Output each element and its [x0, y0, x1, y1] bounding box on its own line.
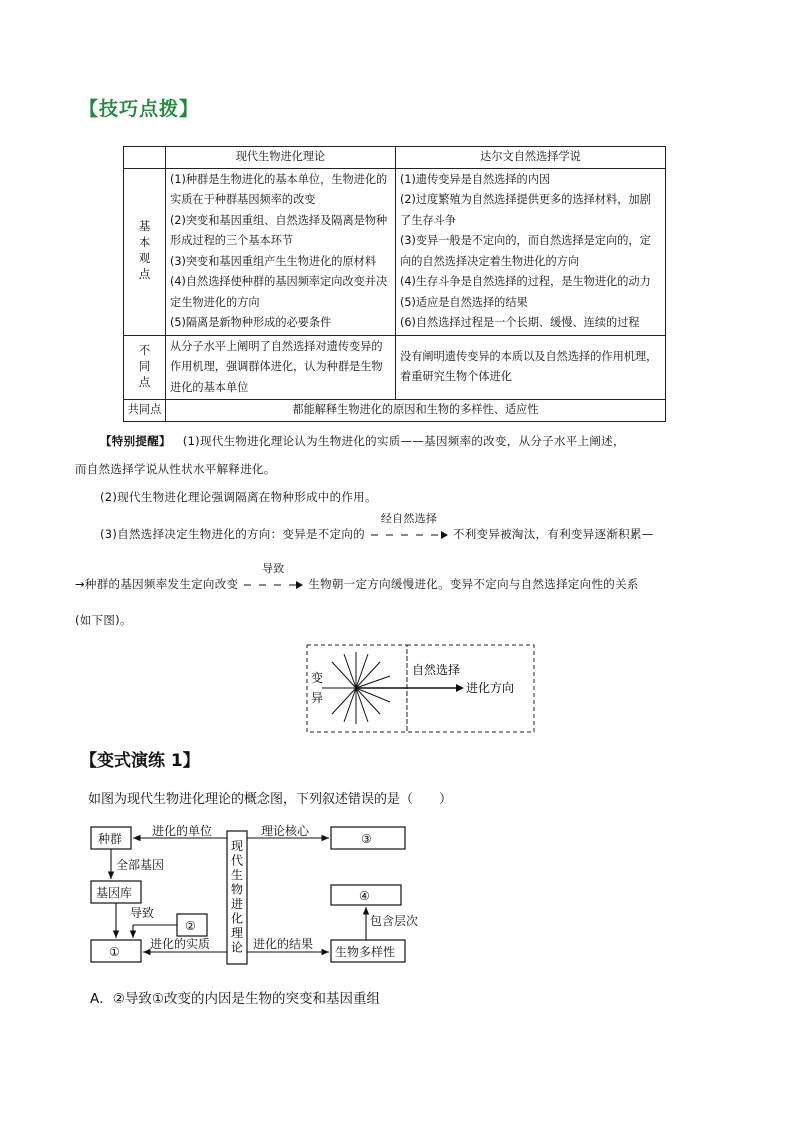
tip-paragraph-3-cont: →种群的基因频率发生定向改变 导致 生物朝一定方向缓慢进化。变异不定向与自然选择定向性的关系	[75, 561, 639, 591]
label-2: ②	[185, 919, 196, 933]
modern-point: (4)自然选择使种群的基因频率定向改变并决定生物进化的方向	[170, 275, 388, 309]
table-header-row	[124, 147, 666, 169]
table-header-modern: 现代生物进化理论	[166, 147, 396, 169]
table-header-darwin: 达尔文自然选择学说	[396, 147, 666, 169]
darwin-point: (5)适应是自然选择的结果	[400, 295, 528, 309]
label-result: 进化的结果	[253, 937, 314, 951]
variation-selection-figure	[306, 644, 536, 734]
cell-modern-basic	[166, 168, 396, 335]
table-row-common	[124, 400, 666, 422]
cell-common: 都能解释生物进化的原因和生物的多样性、适应性	[166, 400, 666, 422]
cell-darwin-basic	[396, 168, 666, 335]
cell-darwin-diff: 没有阐明遗传变异的本质以及自然选择的作用机理，着重研究生物个体进化	[396, 335, 666, 400]
tip-paragraph-3: (3)自然选择决定生物进化的方向：变异是不定向的 经自然选择 不利变异被淘汰，有利变异逐渐积累—	[100, 511, 654, 541]
tip-label: 【特别提醒】	[100, 434, 171, 448]
arrow-natural-selection	[369, 511, 449, 541]
option-a: A．②导致①改变的内因是生物的突变和基因重组	[90, 991, 380, 1007]
variation-label-bottom: 异	[311, 691, 324, 705]
label-allgenes: 全部基因	[116, 858, 165, 872]
modern-point: (5)隔离是新物种形成的必要条件	[170, 316, 332, 329]
dashed-arrow-icon	[242, 579, 304, 591]
label-1: ①	[109, 945, 120, 959]
label-genepool: 基因库	[96, 886, 133, 900]
label-4: ④	[359, 889, 370, 903]
darwin-point: (2)过度繁殖为自然选择提供更多的选择材料，加剧了生存斗争	[400, 193, 651, 227]
modern-point: (2)突变和基因重组、自然选择及隔离是物种形成过程的三个基本环节	[170, 213, 388, 247]
evolution-direction-arrowhead	[456, 684, 464, 692]
question-stem: 如图为现代生物进化理论的概念图，下列叙述错误的是（ ）	[88, 792, 453, 807]
selection-label: 自然选择	[412, 663, 461, 677]
darwin-point: (3)变异一般是不定向的，而自然选择是定向的，定向的自然选择决定着生物进化的方向	[400, 234, 651, 268]
table-header-blank	[124, 147, 166, 169]
label-essence: 进化的实质	[150, 937, 211, 951]
darwin-point: (4)生存斗争是自然选择的过程，是生物进化的动力	[400, 275, 651, 288]
arrow-label: 经自然选择	[380, 511, 438, 525]
row-label-basic: 基本观点	[138, 218, 151, 281]
label-theory: 现代生物进化理论	[230, 839, 244, 955]
tip-paragraph-1-cont: 而自然选择学说从性状水平解释进化。	[75, 462, 276, 476]
row-label-common: 共同点	[124, 400, 166, 422]
concept-map	[88, 822, 419, 972]
table-row-diff	[124, 335, 666, 400]
tip-paragraph-2: (2)现代生物进化理论强调隔离在物种形成中的作用。	[100, 490, 377, 504]
modern-point: (1)种群是生物进化的基本单位，生物进化的实质在于种群基因频率的改变	[170, 172, 388, 206]
arrow-leads-to	[242, 561, 304, 591]
row-label-diff: 不同点	[138, 342, 151, 389]
section-title-tips: 【技巧点拨】	[79, 98, 200, 120]
modern-point: (3)突变和基因重组产生生物进化的原材料	[170, 254, 377, 268]
table-row-basic	[124, 168, 666, 335]
label-population: 种群	[98, 832, 123, 846]
tip-paragraph-3-end: (如下图)。	[75, 613, 132, 627]
variation-label-top: 变	[311, 671, 324, 685]
cell-modern-diff: 从分子水平上阐明了自然选择对遗传变异的作用机理，强调群体进化，认为种群是生物进化的基本单位	[166, 335, 396, 400]
label-biodiversity: 生物多样性	[335, 945, 396, 959]
label-unit: 进化的单位	[152, 824, 213, 838]
dashed-arrow-icon	[369, 529, 449, 541]
section-title-exercise: 【变式演练 1】	[80, 751, 200, 771]
label-levels: 包含层次	[370, 914, 419, 928]
arrow-label: 导致	[262, 561, 285, 575]
label-leadsto: 导致	[130, 906, 155, 920]
darwin-point: (6)自然选择过程是一个长期、缓慢、连续的过程	[400, 316, 640, 329]
label-core: 理论核心	[261, 824, 310, 838]
label-3: ③	[361, 832, 372, 846]
darwin-point: (1)遗传变异是自然选择的内因	[400, 172, 551, 186]
comparison-table	[123, 146, 666, 422]
direction-label: 进化方向	[466, 681, 515, 695]
tip-paragraph-1: 【特别提醒】 (1)现代生物进化理论认为生物进化的实质——基因频率的改变，从分子水平上阐述，	[100, 434, 625, 448]
